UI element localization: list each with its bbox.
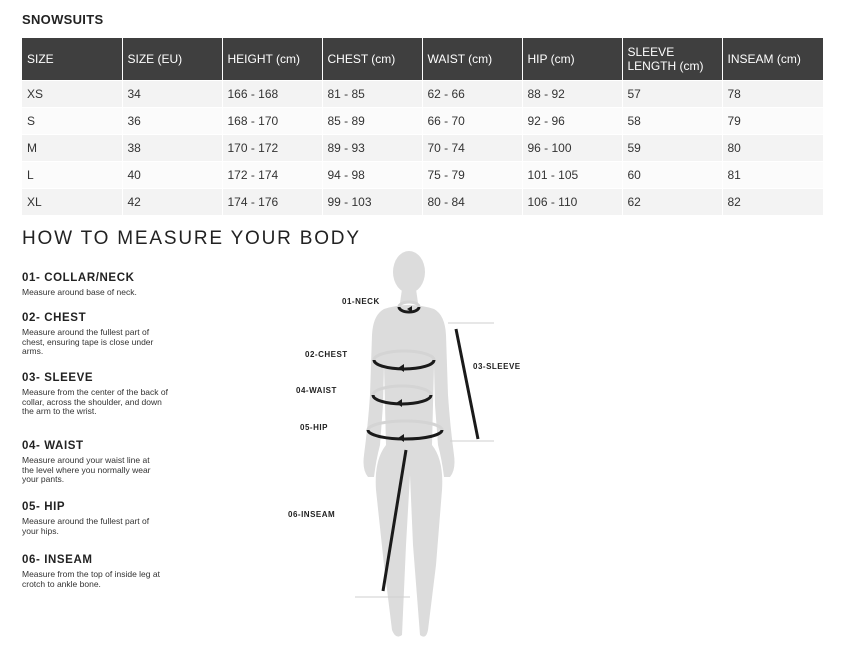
table-cell: 66 - 70 <box>422 108 522 135</box>
table-cell: 40 <box>122 162 222 189</box>
figure-label-neck: 01-NECK <box>342 297 380 306</box>
table-cell: 62 - 66 <box>422 81 522 108</box>
table-cell: 58 <box>622 108 722 135</box>
step-description: Measure from the top of inside leg at crotch to ankle bone. <box>22 569 160 589</box>
table-cell: M <box>22 135 122 162</box>
table-cell: L <box>22 162 122 189</box>
measure-step-neck <box>22 272 222 298</box>
table-row <box>22 135 823 162</box>
column-header: CHEST (cm) <box>322 38 422 81</box>
column-header: HIP (cm) <box>522 38 622 81</box>
table-cell: 34 <box>122 81 222 108</box>
table-cell: 79 <box>722 108 823 135</box>
table-cell: XS <box>22 81 122 108</box>
step-title: 01- COLLAR/NECK <box>22 272 135 284</box>
measure-step-inseam <box>22 554 172 589</box>
table-cell: 38 <box>122 135 222 162</box>
page-title: SNOWSUITS <box>22 12 104 27</box>
table-row <box>22 162 823 189</box>
step-description: Measure around the fullest part of chest, ensuring tape is close under arms. <box>22 327 154 356</box>
step-title: 06- INSEAM <box>22 554 93 566</box>
table-cell: 106 - 110 <box>522 189 622 216</box>
step-title: 03- SLEEVE <box>22 372 94 384</box>
table-cell: 60 <box>622 162 722 189</box>
table-cell: 166 - 168 <box>222 81 322 108</box>
step-title: 04- WAIST <box>22 440 84 452</box>
table-cell: 92 - 96 <box>522 108 622 135</box>
table-cell: 85 - 89 <box>322 108 422 135</box>
table-cell: 170 - 172 <box>222 135 322 162</box>
measure-step-waist <box>22 440 162 485</box>
size-chart-table <box>22 38 823 215</box>
step-description: Measure around your waist line at the level where you normally wear your pants. <box>22 455 151 484</box>
measure-step-chest <box>22 312 172 357</box>
measure-heading: HOW TO MEASURE YOUR BODY <box>22 228 361 249</box>
table-cell: 78 <box>722 81 823 108</box>
body-measurement-figure <box>280 245 550 645</box>
table-row <box>22 81 823 108</box>
table-cell: 81 - 85 <box>322 81 422 108</box>
table-header-row <box>22 38 823 81</box>
table-cell: 80 - 84 <box>422 189 522 216</box>
table-cell: 94 - 98 <box>322 162 422 189</box>
column-header: SLEEVE LENGTH (cm) <box>622 38 722 81</box>
table-cell: 62 <box>622 189 722 216</box>
figure-label-sleeve: 03-SLEEVE <box>473 362 521 371</box>
table-cell: 101 - 105 <box>522 162 622 189</box>
step-description: Measure around the fullest part of your hips. <box>22 516 150 536</box>
column-header: INSEAM (cm) <box>722 38 823 81</box>
step-title: 02- CHEST <box>22 312 87 324</box>
column-header: WAIST (cm) <box>422 38 522 81</box>
table-row <box>22 108 823 135</box>
column-header: SIZE (EU) <box>122 38 222 81</box>
measure-step-sleeve <box>22 372 172 417</box>
step-description: Measure around base of neck. <box>22 287 137 297</box>
table-cell: 99 - 103 <box>322 189 422 216</box>
table-cell: 96 - 100 <box>522 135 622 162</box>
table-cell: 89 - 93 <box>322 135 422 162</box>
step-description: Measure from the center of the back of collar, across the shoulder, and down the arm to the wrist. <box>22 387 168 416</box>
table-cell: 36 <box>122 108 222 135</box>
table-cell: 174 - 176 <box>222 189 322 216</box>
figure-label-hip: 05-HIP <box>300 423 328 432</box>
table-cell: XL <box>22 189 122 216</box>
measure-step-hip <box>22 501 162 536</box>
table-cell: 168 - 170 <box>222 108 322 135</box>
column-header: HEIGHT (cm) <box>222 38 322 81</box>
table-cell: 172 - 174 <box>222 162 322 189</box>
table-cell: S <box>22 108 122 135</box>
figure-label-inseam: 06-INSEAM <box>288 510 336 519</box>
table-cell: 88 - 92 <box>522 81 622 108</box>
table-cell: 70 - 74 <box>422 135 522 162</box>
sleeve-measure-line <box>448 323 494 441</box>
table-cell: 75 - 79 <box>422 162 522 189</box>
figure-label-chest: 02-CHEST <box>305 350 348 359</box>
table-row <box>22 189 823 216</box>
table-cell: 81 <box>722 162 823 189</box>
table-cell: 57 <box>622 81 722 108</box>
column-header: SIZE <box>22 38 122 81</box>
table-cell: 82 <box>722 189 823 216</box>
table-cell: 59 <box>622 135 722 162</box>
table-cell: 80 <box>722 135 823 162</box>
table-cell: 42 <box>122 189 222 216</box>
figure-label-waist: 04-WAIST <box>296 386 337 395</box>
step-title: 05- HIP <box>22 501 66 513</box>
